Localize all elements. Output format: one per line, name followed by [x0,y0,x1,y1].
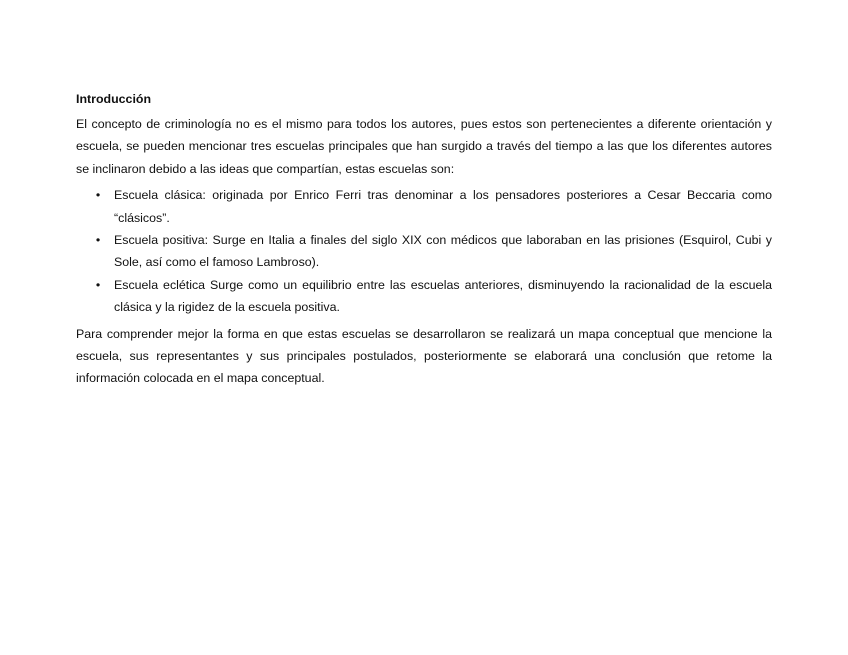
list-item-positive-school [76,229,772,274]
schools-list [76,184,772,318]
bullet-icon: • [95,188,101,203]
list-item-text: Escuela positiva: Surge en Italia a finales del siglo XIX con médicos que laboraban en las prisiones (Esquirol, Cubi y Sole, así como el famoso Lambroso). [114,233,772,270]
intro-paragraph: El concepto de criminología no es el mismo para todos los autores, pues estos son pertenecientes a diferente orientación y escuela, se pueden mencionar tres escuelas principales que han surgido a través del tiempo a las que los diferentes autores se inclinaron debido a las ideas que compartían, estas escuelas son: [76,117,772,176]
list-item-classical-school [76,184,772,229]
list-item-text: Escuela clásica: originada por Enrico Ferri tras denominar a los pensadores posteriores a Cesar Beccaria como “clásicos”. [114,188,772,225]
document-page [76,90,772,390]
bullet-icon: • [95,277,101,292]
section-heading: Introducción [76,92,152,106]
list-item-eclectic-school [76,274,772,319]
list-item-text: Escuela eclética Surge como un equilibrio entre las escuelas anteriores, disminuyendo la racionalidad de la escuela clásica y la rigidez de la escuela positiva. [114,277,772,315]
bullet-icon: • [95,233,101,248]
closing-paragraph: Para comprender mejor la forma en que estas escuelas se desarrollaron se realizará un mapa conceptual que mencione la escuela, sus representantes y sus principales postulados, posteriormente se elaborará una conclusión que retome la información colocada en el mapa conceptual. [76,326,772,386]
